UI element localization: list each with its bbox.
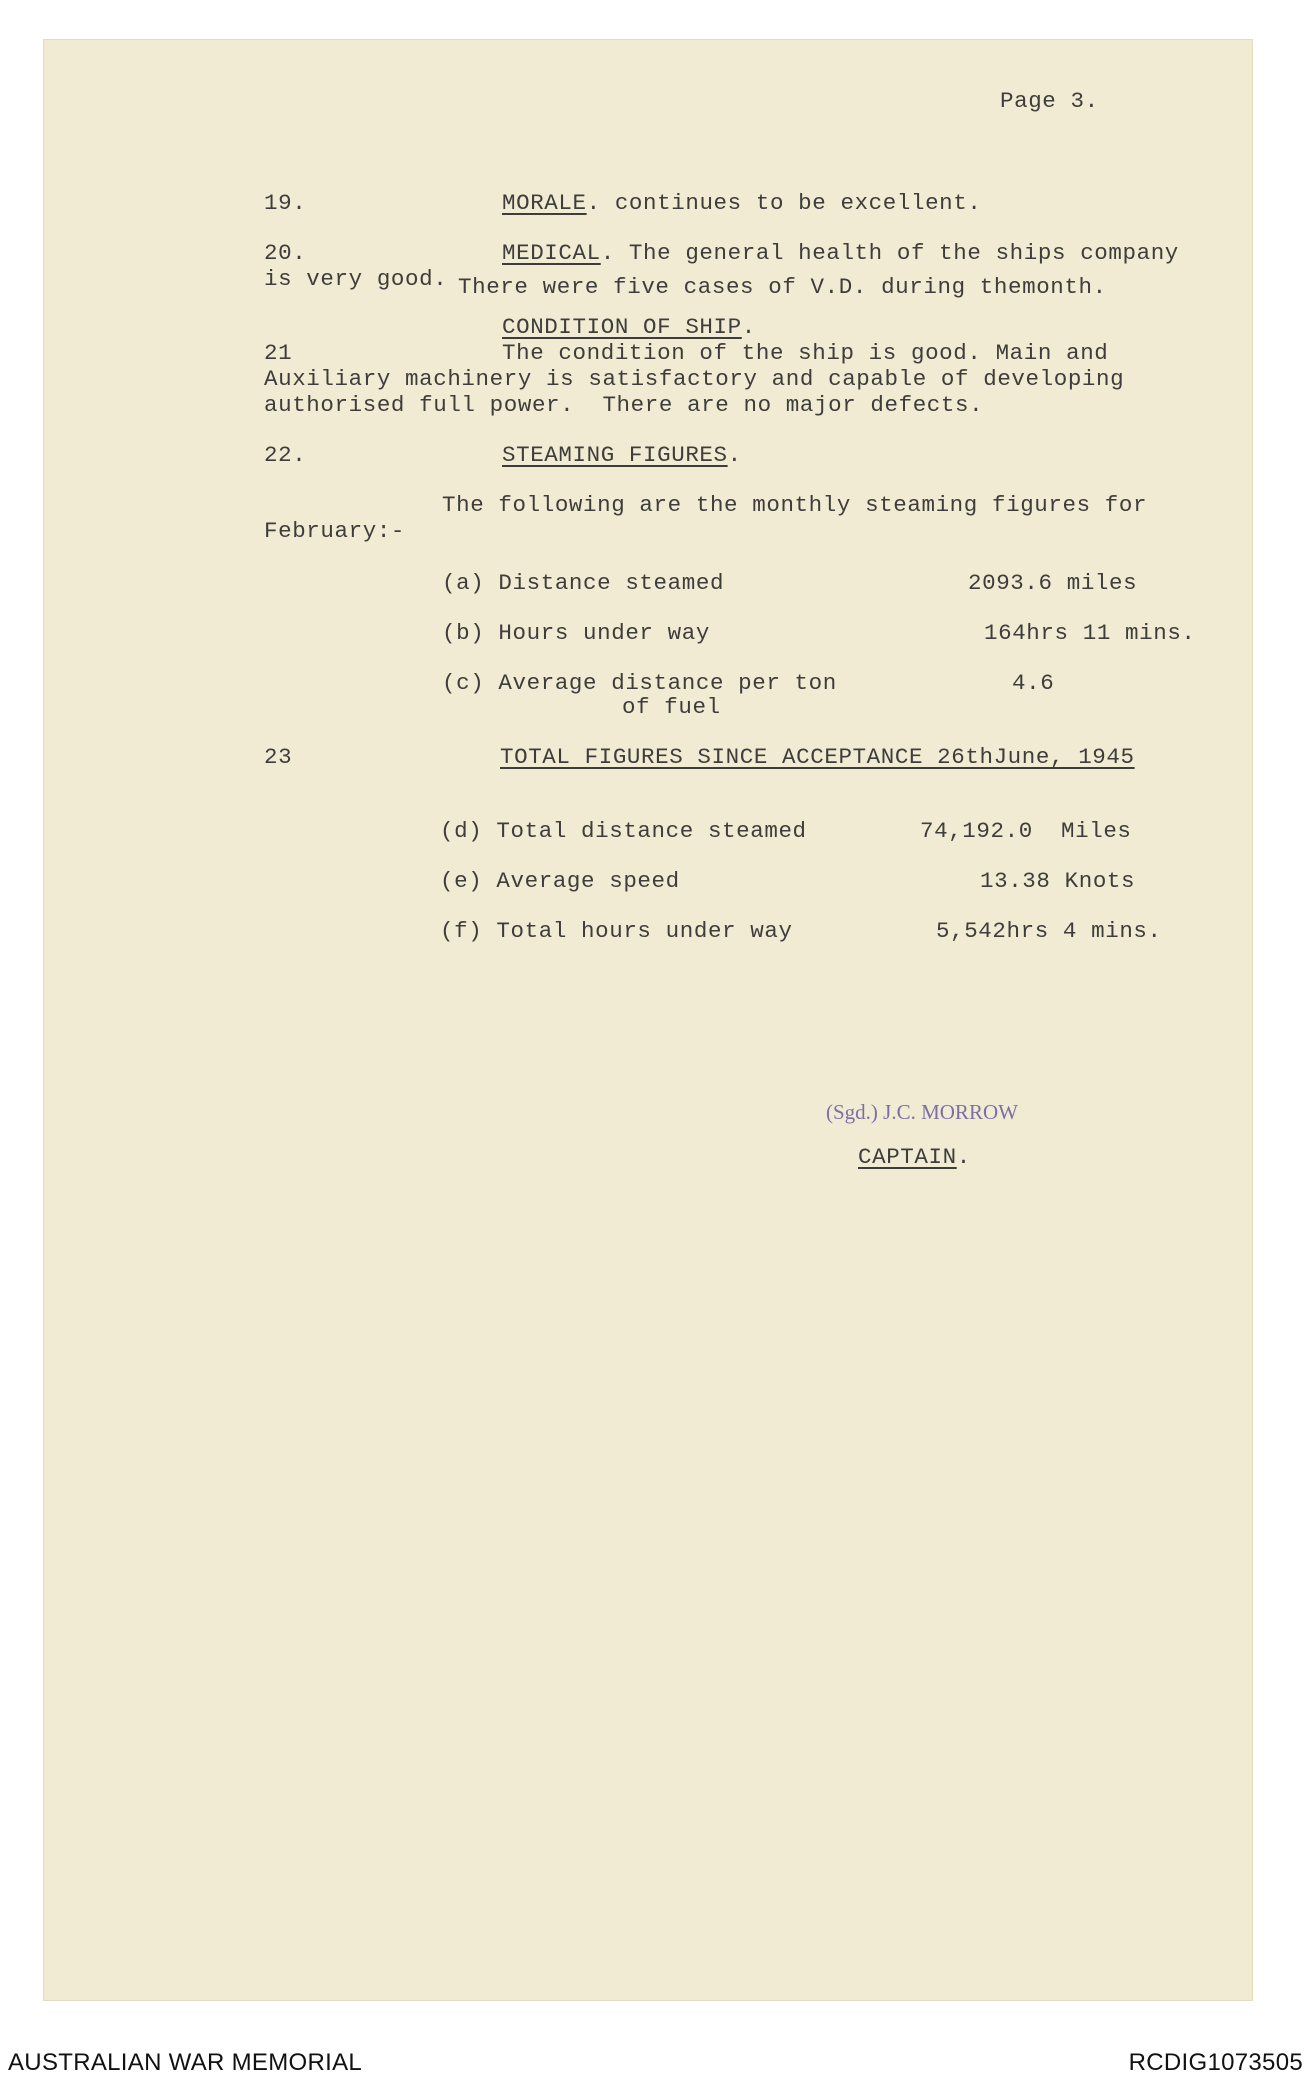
- section-21-line2: Auxiliary machinery is satisfactory and capable of developing: [264, 366, 1125, 392]
- section-22-intro2: February:-: [264, 518, 406, 544]
- section-22-heading: STEAMING FIGURES: [502, 442, 728, 468]
- page-label: Page 3.: [1000, 88, 1099, 114]
- section-20-number: 20.: [264, 240, 307, 266]
- section-20-text2a: is very good.: [264, 266, 448, 292]
- section-23-number: 23: [264, 744, 293, 770]
- section-21-heading-tail: .: [741, 314, 756, 340]
- section-20-text2b: There were five cases of V.D. during themonth.: [458, 274, 1107, 300]
- figure-f-label: (f) Total hours under way: [440, 918, 793, 944]
- section-20-line1: [502, 240, 1179, 266]
- figure-b-value: 164hrs 11 mins.: [984, 620, 1196, 646]
- section-21-heading: CONDITION OF SHIP: [502, 314, 742, 340]
- figure-c-label: (c) Average distance per ton: [442, 670, 837, 696]
- signature-title-tail: .: [956, 1144, 971, 1170]
- figure-f-value: 5,542hrs 4 mins.: [936, 918, 1162, 944]
- section-19-text: . continues to be excellent.: [586, 190, 982, 216]
- figure-a-value: 2093.6 miles: [968, 570, 1138, 596]
- figure-c-label-cont: of fuel: [622, 694, 721, 720]
- signature-title: CAPTAIN: [858, 1144, 957, 1170]
- section-19-number: 19.: [264, 190, 307, 216]
- signature-title-line: [858, 1144, 971, 1170]
- section-23-heading: TOTAL FIGURES SINCE ACCEPTANCE 26thJune, 1945: [500, 744, 1135, 770]
- figure-e-label: (e) Average speed: [440, 868, 680, 894]
- footer-source: AUSTRALIAN WAR MEMORIAL: [8, 2049, 363, 2076]
- figure-c-value: 4.6: [1012, 670, 1055, 696]
- section-21-heading-line: [502, 314, 756, 340]
- section-21-number: 21: [264, 340, 293, 366]
- figure-e-value: 13.38 Knots: [980, 868, 1136, 894]
- figure-d-label: (d) Total distance steamed: [440, 818, 807, 844]
- section-19-line: [502, 190, 982, 216]
- section-21-line1: The condition of the ship is good. Main and: [502, 340, 1109, 366]
- figure-d-value: 74,192.0 Miles: [920, 818, 1132, 844]
- section-21-line3: authorised full power. There are no major defects.: [264, 392, 984, 418]
- section-19-heading: MORALE: [502, 190, 587, 216]
- footer-id: RCDIG1073505: [1128, 2049, 1303, 2076]
- section-22-intro1: The following are the monthly steaming figures for: [442, 492, 1148, 518]
- section-20-text1: . The general health of the ships company: [600, 240, 1179, 266]
- figure-b-label: (b) Hours under way: [442, 620, 710, 646]
- signature-stamp: (Sgd.) J.C. MORROW: [826, 1100, 1018, 1124]
- section-20-heading: MEDICAL: [502, 240, 601, 266]
- section-22-number: 22.: [264, 442, 307, 468]
- section-22-heading-tail: .: [727, 442, 742, 468]
- section-22-heading-line: [502, 442, 742, 468]
- figure-a-label: (a) Distance steamed: [442, 570, 725, 596]
